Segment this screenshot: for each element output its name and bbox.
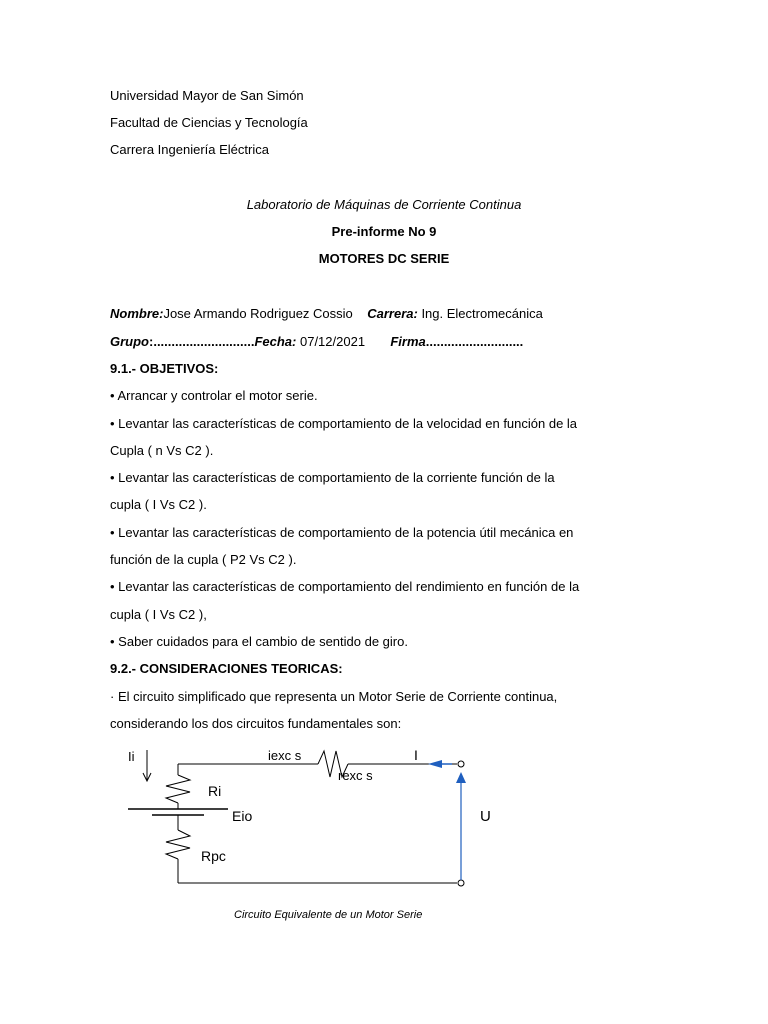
name-label: Nombre: <box>110 306 164 321</box>
date-value: 07/12/2021 <box>296 334 366 349</box>
date-label: Fecha: <box>254 334 297 349</box>
series-motor-circuit-diagram <box>0 735 768 935</box>
objective-line: • Arrancar y controlar el motor serie. <box>110 388 318 403</box>
career-line: Carrera Ingeniería Eléctrica <box>110 142 269 157</box>
theory-line: considerando los dos circuitos fundamentales son: <box>110 716 402 731</box>
objective-line: • Levantar las características de comportamiento de la corriente función de la <box>110 470 555 485</box>
objective-line: Cupla ( n Vs C2 ). <box>110 443 214 458</box>
label-U: U <box>480 808 491 825</box>
objectives-heading: 9.1.- OBJETIVOS: <box>110 361 219 376</box>
objective-line: • Levantar las características de comportamiento de la potencia útil mecánica en <box>110 525 574 540</box>
label-rexc: rexc s <box>338 768 373 783</box>
objective-line: • Levantar las características de comportamiento del rendimiento en función de la <box>110 579 580 594</box>
label-Rpc: Rpc <box>201 848 226 864</box>
label-Eio: Eio <box>232 808 253 824</box>
terminal-bottom <box>458 880 464 886</box>
report-title: Pre-informe No 9 <box>331 224 437 239</box>
label-I: I <box>414 747 418 763</box>
sign-label: Firma <box>390 334 426 349</box>
topic-title: MOTORES DC SERIE <box>318 251 450 266</box>
group-date-sign-line <box>110 334 523 350</box>
current-arrow-icon <box>428 760 442 768</box>
objective-line: cupla ( I Vs C2 ). <box>110 497 207 512</box>
university-line: Universidad Mayor de San Simón <box>110 88 304 103</box>
group-label: Grupo <box>110 334 149 349</box>
label-iexc: iexc s <box>268 748 302 763</box>
sign-value: ........................... <box>425 334 524 349</box>
theory-line: · El circuito simplificado que representa un Motor Serie de Corriente continua, <box>110 689 558 704</box>
objective-line: • Levantar las características de comportamiento de la velocidad en función de la <box>110 416 578 431</box>
terminal-top <box>458 761 464 767</box>
objective-line: función de la cupla ( P2 Vs C2 ). <box>110 552 297 567</box>
label-Ii: Ii <box>128 749 135 764</box>
career-value: Ing. Electromecánica <box>417 306 543 321</box>
group-value: :............................ <box>149 334 255 349</box>
label-Ri: Ri <box>208 783 222 799</box>
name-value: Jose Armando Rodriguez Cossio <box>163 306 353 321</box>
name-career-line <box>110 306 543 322</box>
lab-title: Laboratorio de Máquinas de Corriente Continua <box>246 197 522 212</box>
faculty-line: Facultad de Ciencias y Tecnología <box>110 115 308 130</box>
objective-line: cupla ( I Vs C2 ), <box>110 607 207 622</box>
objective-line: • Saber cuidados para el cambio de sentido de giro. <box>110 634 408 649</box>
career-label: Carrera: <box>367 306 418 321</box>
diagram-caption: Circuito Equivalente de un Motor Serie <box>234 909 423 921</box>
theory-heading: 9.2.- CONSIDERACIONES TEORICAS: <box>110 661 343 676</box>
